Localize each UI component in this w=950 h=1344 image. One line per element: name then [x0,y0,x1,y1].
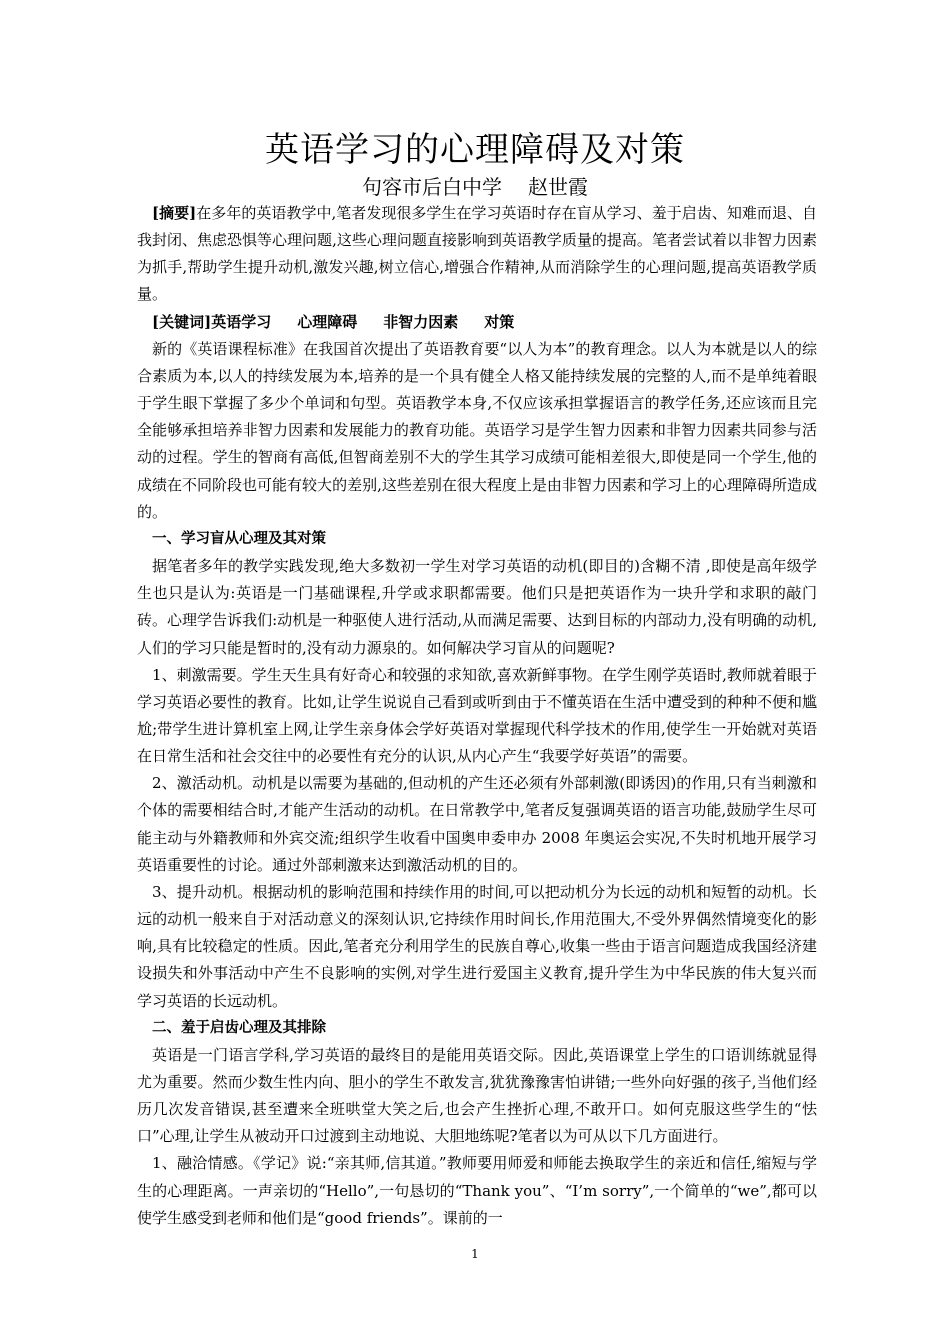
author-name: 赵世霞 [528,175,588,199]
keyword-item: 英语学习 [211,312,272,331]
body-paragraph: 1、刺激需要。学生天生具有好奇心和较强的求知欲,喜欢新鲜事物。在学生刚学英语时,教师就着眼于学习英语必要性的教育。比如,让学生说说自己看到或听到由于不懂英语在生活中遭受到的种种不便和尴尬;带学生进计算机室上网,让学生亲身体会学好英语对掌握现代科学技术的作用,使学生一开始就对英语在日常生活和社会交往中的必要性有充分的认识,从内心产生“我要学好英语”的需要。 [137,665,817,766]
keyword-item: 心理障碍 [297,312,358,331]
section-heading: 二、羞于启齿心理及其排除 [152,1019,326,1036]
page-number: 1 [471,1247,479,1261]
keyword-item: 对策 [484,312,515,331]
keyword-item: 非智力因素 [383,312,459,331]
body-paragraph: 新的《英语课程标准》在我国首次提出了英语教育要“以人为本”的教育理念。以人为本就是以人的综合素质为本,以人的持续发展为本,培养的是一个具有健全人格又能持续发展的完整的人,而不是单纯着眼于学生眼下掌握了多少个单词和句型。英语教学本身,不仅应该承担掌握语言的教学任务,还应该而且完全能够承担培养非智力因素和发展能力的教育功能。英语学习是学生智力因素和非智力因素共同参与活动的过程。学生的智商有高低,但智商差别不大的学生其学习成绩可能相差很大,即使是同一个学生,他的成绩在不同阶段也可能有较大的差别,这些差别在很大程度上是由非智力因素和学习上的心理障碍所造成的。 [137,339,817,521]
body-paragraph: 1、融洽情感。《学记》说:“亲其师,信其道。”教师要用师爱和师能去换取学生的亲近和信任,缩短与学生的心理距离。一声亲切的“Hello”,一句恳切的“Thank you”、“I’m sorry”,一个简单的“we”,都可以使学生感受到老师和他们是“good friends”。课前的一 [137,1154,817,1227]
abstract-label: [摘要] [152,204,197,222]
abstract-paragraph [137,200,817,309]
keywords-line [137,309,817,336]
body-paragraph: 据笔者多年的教学实践发现,绝大多数初一学生对学习英语的动机(即目的)含糊不清 ,即使是高年级学生也只是认为:英语是一门基础课程,升学或求职都需要。他们只是把英语作为一块升学和求职的敲门砖。心理学告诉我们:动机是一种驱使人进行活动,从而满足需要、达到目标的内部动力,没有明确的动机,人们的学习只能是暂时的,没有动力源泉的。如何解决学习盲从的问题呢? [137,557,817,657]
body-paragraph: 英语是一门语言学科,学习英语的最终目的是能用英语交际。因此,英语课堂上学生的口语训练就显得尤为重要。然而少数生性内向、胆小的学生不敢发言,犹犹豫豫害怕讲错;一些外向好强的孩子,当他们经历几次发音错误,甚至遭来全班哄堂大笑之后,也会产生挫折心理,不敢开口。如何克服这些学生的“怯口”心理,让学生从被动开口过渡到主动地说、大胆地练呢?笔者以为可从以下几方面进行。 [137,1045,817,1146]
author-line [0,174,950,200]
author-school: 句容市后白中学 [362,175,502,199]
keywords-label: [关键词] [152,312,212,331]
document-title: 英语学习的心理障碍及对策 [265,130,685,170]
body-paragraph: 2、激活动机。动机是以需要为基础的,但动机的产生还必须有外部刺激(即诱因)的作用,只有当刺激和个体的需要相结合时,才能产生活动的动机。在日常教学中,笔者反复强调英语的语言功能,鼓励学生尽可能主动与外籍教师和外宾交流;组织学生收看中国奥申委申办 2008 年奥运会实况,不失时机地开展学习英语重要性的讨论。通过外部刺激来达到激活动机的目的。 [137,774,817,874]
abstract-text: 在多年的英语教学中,笔者发现很多学生在学习英语时存在盲从学习、羞于启齿、知难而退、自我封闭、焦虑恐惧等心理问题,这些心理问题直接影响到英语教学质量的提高。笔者尝试着以非智力因素为抓手,帮助学生提升动机,激发兴趣,树立信心,增强合作精神,从而消除学生的心理问题,提高英语教学质量。 [137,204,817,304]
section-heading: 一、学习盲从心理及其对策 [152,530,326,547]
article-body [137,200,817,1232]
body-paragraph: 3、提升动机。根据动机的影响范围和持续作用的时间,可以把动机分为长远的动机和短暂的动机。长远的动机一般来自于对活动意义的深刻认识,它持续作用时间长,作用范围大,不受外界偶然情境变化的影响,具有比较稳定的性质。因此,笔者充分利用学生的民族自尊心,收集一些由于语言问题造成我国经济建设损失和外事活动中产生不良影响的实例,对学生进行爱国主义教育,提升学生为中华民族的伟大复兴而学习英语的长远动机。 [137,882,817,1010]
